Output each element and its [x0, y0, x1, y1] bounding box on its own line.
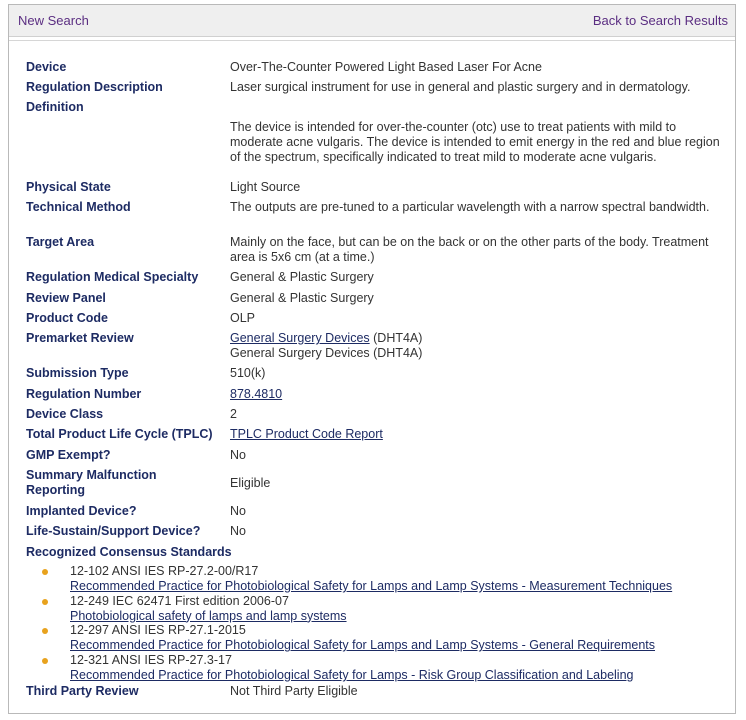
tplc-report-link[interactable]: TPLC Product Code Report	[230, 427, 383, 441]
definition-value: The device is intended for over-the-counter (otc) use to treat patients with mild to moderate acne vulgaris. The device is intended to emit energy in the red and blue region of the spectrum, specifically indicated to treat mild to moderate acne vulgaris.	[230, 120, 720, 164]
target-area-label: Target Area	[26, 235, 95, 249]
recognized-standards-label: Recognized Consensus Standards	[26, 545, 232, 559]
device-label: Device	[26, 60, 67, 74]
tplc-value	[230, 427, 728, 442]
gmp-exempt-label: GMP Exempt?	[26, 448, 111, 462]
list-item	[55, 653, 725, 683]
physical-state-label: Physical State	[26, 180, 111, 194]
definition-label: Definition	[26, 100, 84, 114]
bullet-icon	[42, 569, 48, 575]
technical-method-value: The outputs are pre-tuned to a particular wavelength with a narrow spectral bandwidth.	[230, 200, 710, 214]
device-value: Over-The-Counter Powered Light Based Laser For Acne	[230, 60, 542, 74]
summary-malfunction-value: Eligible	[230, 476, 271, 490]
standard-title-link[interactable]: Recommended Practice for Photobiological Safety for Lamps - Risk Group Classification and Labeling	[70, 668, 634, 683]
premarket-review-line2: General Surgery Devices (DHT4A)	[230, 346, 423, 360]
premarket-review-label: Premarket Review	[26, 331, 134, 345]
product-code-value: OLP	[230, 311, 256, 325]
list-item	[55, 564, 725, 594]
submission-type-label: Submission Type	[26, 366, 129, 380]
product-code-label: Product Code	[26, 311, 108, 325]
standard-title-link[interactable]: Recommended Practice for Photobiological Safety for Lamps and Lamp Systems - Measurement Techniques	[70, 579, 673, 593]
regulation-medical-specialty-label: Regulation Medical Specialty	[26, 270, 199, 284]
regulation-description-value: Laser surgical instrument for use in general and plastic surgery and in dermatology.	[230, 80, 691, 94]
technical-method-label: Technical Method	[26, 200, 131, 214]
target-area-value: Mainly on the face, but can be on the back or on the other parts of the body. Treatment area is 5x6 cm (at a time.)	[230, 235, 709, 264]
standard-code: 12-321 ANSI IES RP-27.3-17	[70, 653, 232, 668]
standard-code: 12-102 ANSI IES RP-27.2-00/R17	[70, 564, 259, 578]
third-party-review-value: Not Third Party Eligible	[230, 684, 358, 698]
physical-state-value: Light Source	[230, 180, 301, 194]
device-classification-frame	[8, 4, 736, 714]
life-sustain-value: No	[230, 524, 246, 538]
review-panel-label: Review Panel	[26, 291, 106, 305]
life-sustain-label: Life-Sustain/Support Device?	[26, 524, 201, 538]
list-item	[55, 623, 725, 653]
third-party-review-label: Third Party Review	[26, 684, 139, 698]
implanted-device-value: No	[230, 504, 246, 518]
bullet-icon	[42, 599, 48, 605]
list-item	[55, 594, 725, 624]
device-class-label: Device Class	[26, 407, 104, 421]
summary-malfunction-label: Summary Malfunction Reporting	[26, 468, 157, 497]
bullet-icon	[42, 658, 48, 664]
regulation-description-label: Regulation Description	[26, 80, 163, 94]
standard-title-link[interactable]: Photobiological safety of lamps and lamp systems	[70, 608, 347, 623]
premarket-review-suffix: (DHT4A)	[369, 331, 423, 345]
details-panel	[9, 40, 735, 711]
standard-title-link[interactable]: Recommended Practice for Photobiological Safety for Lamps and Lamp Systems - General Requirements	[70, 638, 656, 653]
submission-type-value: 510(k)	[230, 366, 266, 380]
regulation-number-link[interactable]: 878.4810	[230, 387, 283, 401]
review-panel-value: General & Plastic Surgery	[230, 291, 374, 305]
tplc-label: Total Product Life Cycle (TPLC)	[26, 427, 213, 441]
new-search-link[interactable]: New Search	[18, 13, 89, 28]
standard-code: 12-249 IEC 62471 First edition 2006-07	[70, 593, 289, 608]
top-navigation-bar	[9, 5, 735, 37]
device-class-value: 2	[230, 407, 237, 421]
regulation-medical-specialty-value: General & Plastic Surgery	[230, 270, 374, 284]
back-to-search-results-link[interactable]: Back to Search Results	[592, 13, 728, 28]
standards-list	[55, 564, 725, 683]
regulation-number-value	[230, 387, 728, 402]
implanted-device-label: Implanted Device?	[26, 504, 137, 518]
premarket-review-link[interactable]: General Surgery Devices	[230, 331, 370, 345]
premarket-review-value	[230, 331, 728, 361]
standard-code: 12-297 ANSI IES RP-27.1-2015	[70, 623, 246, 638]
bullet-icon	[42, 628, 48, 634]
regulation-number-label: Regulation Number	[26, 387, 142, 401]
gmp-exempt-value: No	[230, 448, 246, 462]
